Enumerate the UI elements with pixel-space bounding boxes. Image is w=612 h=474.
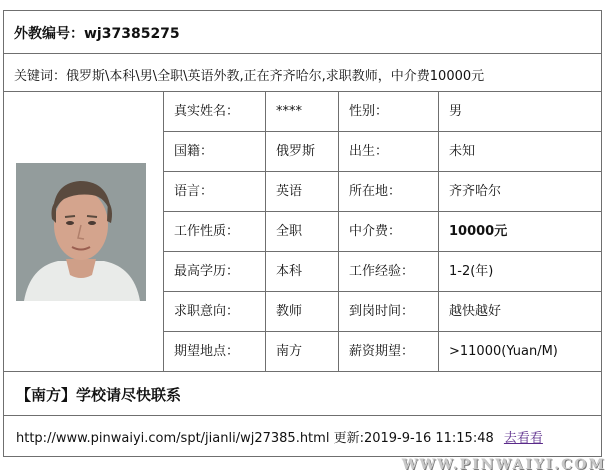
teacher-portrait-photo bbox=[16, 163, 146, 301]
value-experience: 1-2(年) bbox=[439, 252, 601, 292]
label-job-intent: 求职意向： bbox=[164, 292, 266, 332]
label-expected-location: 期望地点： bbox=[164, 332, 266, 372]
keywords-row bbox=[4, 54, 601, 92]
footer-row bbox=[4, 416, 601, 456]
site-watermark: WWW.PINWAIYI.COM bbox=[401, 457, 606, 473]
label-start-time: 到岗时间： bbox=[339, 292, 439, 332]
school-contact-notice: 【南方】学校请尽快联系 bbox=[16, 386, 182, 404]
label-nationality: 国籍： bbox=[164, 132, 266, 172]
footer-line bbox=[16, 427, 543, 446]
label-work-type: 工作性质： bbox=[164, 212, 266, 252]
value-work-type: 全职 bbox=[266, 212, 339, 252]
resume-card bbox=[3, 10, 602, 457]
value-agency-fee: 10000元 bbox=[439, 212, 601, 252]
label-location: 所在地： bbox=[339, 172, 439, 212]
profile-section bbox=[4, 92, 601, 372]
label-birth: 出生： bbox=[339, 132, 439, 172]
value-location: 齐齐哈尔 bbox=[439, 172, 601, 212]
value-start-time: 越快越好 bbox=[439, 292, 601, 332]
value-nationality: 俄罗斯 bbox=[266, 132, 339, 172]
keywords-text: 关键词：俄罗斯\本科\男\全职\英语外教,正在齐齐哈尔,求职教师，中介费10000元 bbox=[14, 69, 485, 84]
photo-cell bbox=[4, 92, 164, 372]
value-salary: >11000(Yuan/M) bbox=[449, 344, 558, 359]
value-expected-location: 南方 bbox=[266, 332, 339, 372]
view-link[interactable]: 去看看 bbox=[503, 431, 543, 446]
value-language: 英语 bbox=[266, 172, 339, 212]
label-salary: 薪资期望： bbox=[339, 332, 439, 372]
label-education: 最高学历： bbox=[164, 252, 266, 292]
update-time: 更新:2019-9-16 11:15:48 bbox=[333, 431, 494, 446]
value-gender: 男 bbox=[439, 92, 601, 132]
value-job-intent: 教师 bbox=[266, 292, 339, 332]
value-birth: 未知 bbox=[439, 132, 601, 172]
label-agency-fee: 中介费： bbox=[339, 212, 439, 252]
title-row bbox=[4, 11, 601, 54]
label-gender: 性别： bbox=[339, 92, 439, 132]
label-real-name: 真实姓名： bbox=[164, 92, 266, 132]
resume-url: http://www.pinwaiyi.com/spt/jianli/wj27385.html bbox=[16, 431, 330, 446]
profile-grid bbox=[164, 92, 601, 372]
notice-row bbox=[4, 372, 601, 416]
value-real-name: **** bbox=[266, 92, 339, 132]
value-education: 本科 bbox=[266, 252, 339, 292]
label-experience: 工作经验： bbox=[339, 252, 439, 292]
teacher-id-title: 外教编号：wj37385275 bbox=[14, 26, 180, 42]
label-language: 语言： bbox=[164, 172, 266, 212]
